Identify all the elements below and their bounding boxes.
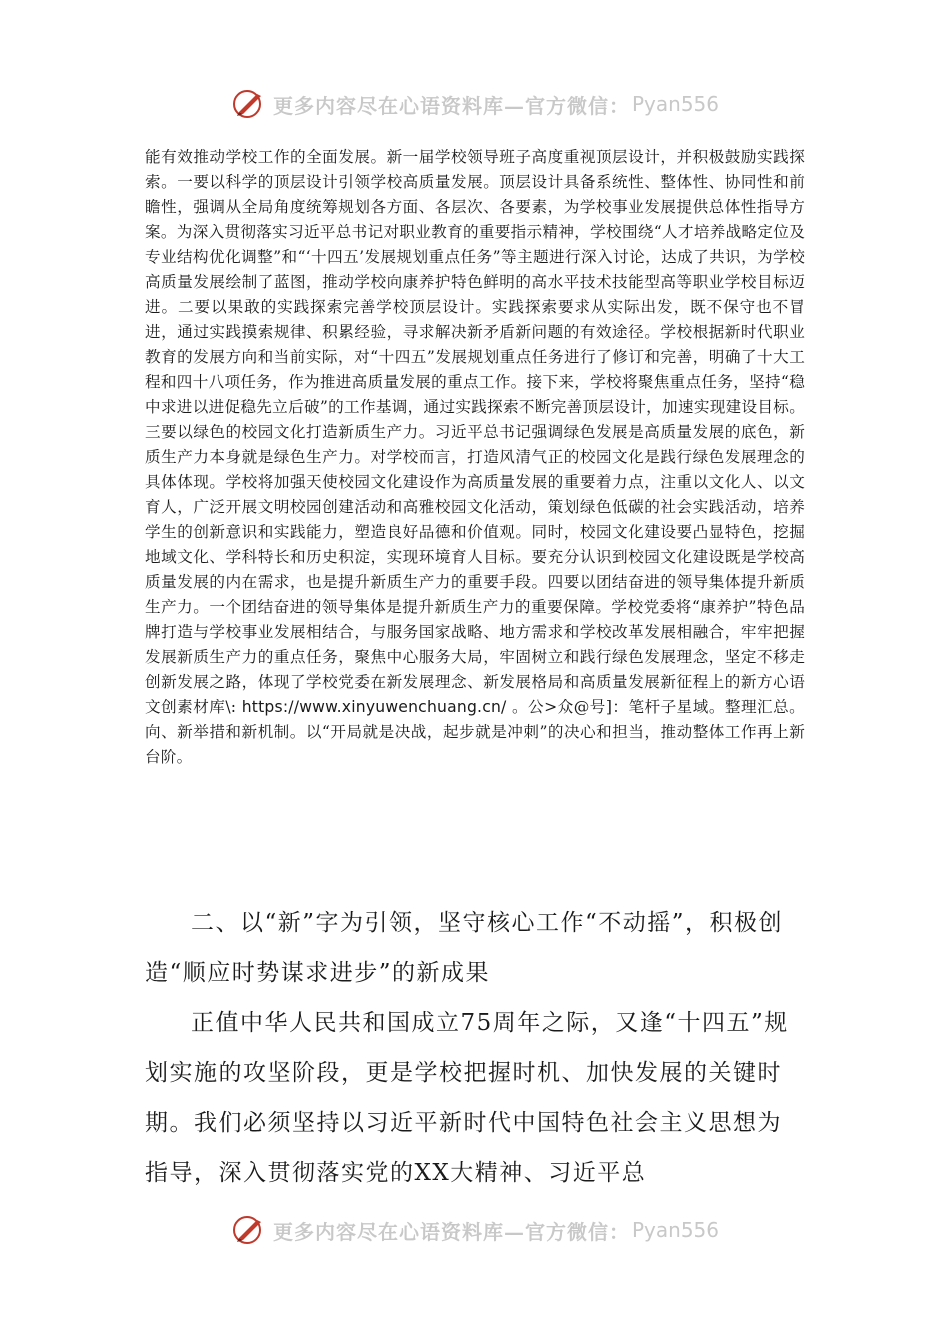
section-heading <box>145 898 805 998</box>
watermark-banner-bottom <box>0 1210 950 1250</box>
section-paragraph <box>145 998 805 1198</box>
body-paragraph <box>145 145 805 770</box>
watermark-text: 更多内容尽在心语资料库—官方微信： <box>272 1219 630 1244</box>
pen-logo-icon <box>231 86 267 122</box>
section-heading-text: 二、以“新”字为引领，坚守核心工作“不动摇”，积极创造“顺应时势谋求进步”的新成果 <box>145 910 784 986</box>
watermark-banner-top <box>0 84 950 124</box>
pen-logo-icon <box>231 1212 267 1248</box>
section-paragraph-text: 正值中华人民共和国成立75周年之际，又逢“十四五”规划实施的攻坚阶段，更是学校把握时机、加快发展的关键时期。我们必须坚持以习近平新时代中国特色社会主义思想为指导，深入贯彻落实党的XX大精神、习近平总 <box>145 1010 789 1186</box>
url-text: https://www.xinyuwenchuang.cn/ <box>241 698 507 716</box>
body-text: 能有效推动学校工作的全面发展。新一届学校领导班子高度重视顶层设计，并积极鼓励实践探索。一要以科学的顶层设计引领学校高质量发展。顶层设计具备系统性、整体性、协同性和前瞻性，强调从全局角度统筹规划各方面、各层次、各要素，为学校事业发展提供总体性指导方案。为深入贯彻落实习近平总书记对职业教育的重要指示精神，学校围绕“人才培养战略定位及专业结构优化调整”和“‘十四五’发展规划重点任务”等主题进行深入讨论，达成了共识，为学校高质量发展绘制了蓝图，推动学校向康养护特色鲜明的高水平技术技能型高等职业学校目标迈进。二要以果敢的实践探索完善学校顶层设计。实践探索要求从实际出发，既不保守也不冒进，通过实践摸索规律、积累经验，寻求解决新矛盾新问题的有效途径。学校根据新时代职业教育的发展方向和当前实际，对“十四五”发展规划重点任务进行了修订和完善，明确了十大工程和四十八项任务，作为推进高质量发展的重点工作。接下来，学校将聚焦重点任务，坚持“稳中求进以进促稳先立后破”的工作基调，通过实践探索不断完善顶层设计，加速实现建设目标。三要以绿色的校园文化打造新质生产力。习近平总书记强调绿色发展是高质量发展的底色，新质生产力本身就是绿色生产力。对学校而言，打造风清气正的校园文化是践行绿色发展理念的具体体现。学校将加强天使校园文化建设作为高质量发展的重要着力点，注重以文化人、以文育人，广泛开展文明校园创建活动和高雅校园文化活动，策划绿色低碳的社会实践活动，培养学生的创新意识和实践能力，塑造良好品德和价值观。同时，校园文化建设要凸显特色，挖掘地域文化、学科特长和历史积淀，实现环境育人目标。要充分认识到校园文化建设既是学校高质量发展的内在需求，也是提升新质生产力的重要手段。四要以团结奋进的领导集体提升新质生产力。一个团结奋进的领导集体是提升新质生产力的重要保障。学校党委将“康养护”特色品牌打造与学校事业发展相结合，与服务国家战略、地方需求和学校改革发展相融合，牢牢把握发展新质生产力的重点任务，聚焦中心服务大局，牢固树立和践行绿色发展理念，坚定不移走创新发展之路，体现了学校党委在新发展理念、新发展格局和高质量发展新征程上的新方心语文创素材库\: <box>145 148 805 716</box>
watermark-handle: Pyan556 <box>631 92 719 116</box>
watermark-text: 更多内容尽在心语资料库—官方微信： <box>272 93 630 118</box>
body-text-after: 。公>众@号]：笔杆子星域。整理汇总。向、新举措和新机制。以“开局就是决战，起步就是冲刺”的决心和担当，推动整体工作再上新台阶。 <box>145 698 805 766</box>
watermark-handle: Pyan556 <box>631 1218 719 1242</box>
